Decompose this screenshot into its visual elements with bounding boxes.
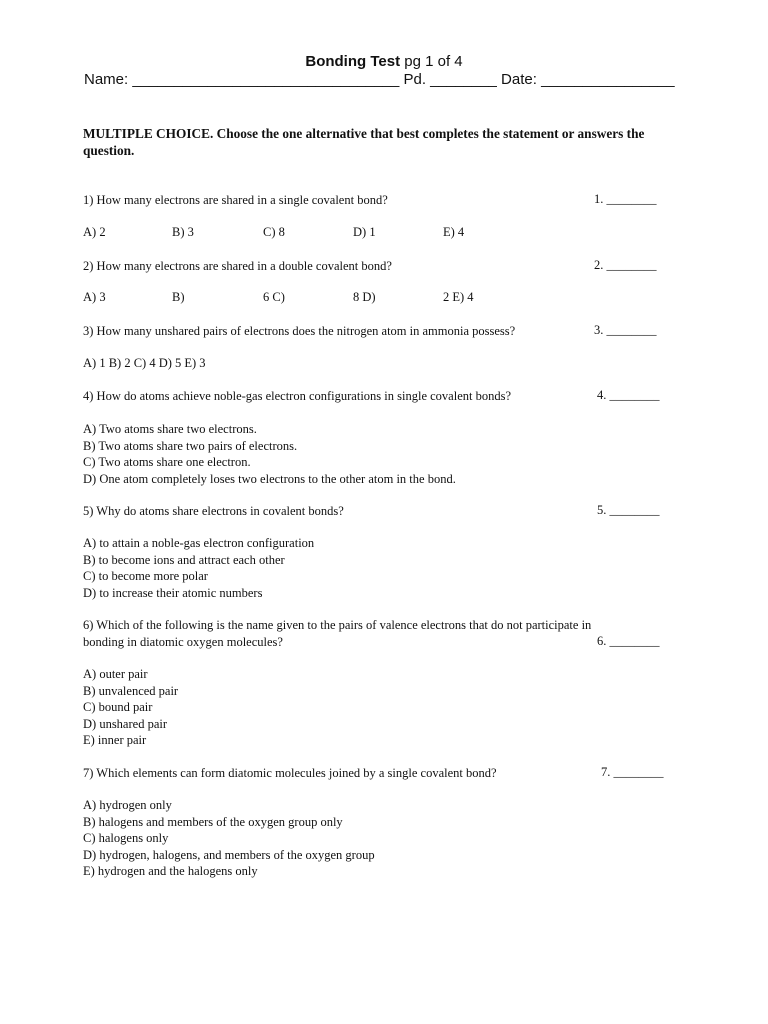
question-5-text: 5) Why do atoms share electrons in covalent bonds? [83, 504, 344, 518]
question-2-text: 2) How many electrons are shared in a double covalent bond? [83, 259, 392, 273]
option-a: A) hydrogen only [83, 798, 172, 812]
option-d: D) hydrogen, halogens, and members of the oxygen group [83, 847, 375, 862]
option-b: B) to become ions and attract each other [83, 552, 285, 567]
title-page-number: pg 1 of 4 [400, 53, 463, 70]
option-e: 2 E) 4 [443, 290, 474, 304]
option-c: C) bound pair [83, 700, 153, 714]
question-7-text: 7) Which elements can form diatomic molecules joined by a single covalent bond? [83, 766, 497, 780]
option-c: C) to become more polar [83, 569, 208, 583]
option-a: A) outer pair [83, 667, 148, 681]
question-3-options: A) 1 B) 2 C) 4 D) 5 E) 3 [83, 356, 206, 370]
option-b: B) [172, 290, 185, 304]
option-d: D) One atom completely loses two electrons to the other atom in the bond. [83, 471, 456, 486]
question-3-answer-blank: 3. ________ [594, 323, 657, 337]
option-d: D) to increase their atomic numbers [83, 585, 263, 600]
title-bold: Bonding Test [305, 53, 401, 70]
question-2-answer-blank: 2. ________ [594, 258, 657, 272]
option-e: E) 4 [443, 225, 465, 239]
question-3-text: 3) How many unshared pairs of electrons does the nitrogen atom in ammonia possess? [83, 324, 516, 338]
question-5-answer-blank: 5. ________ [597, 503, 660, 517]
option-d: D) 1 [353, 225, 376, 239]
question-5-options [83, 535, 314, 601]
question-4-answer-blank: 4. ________ [597, 388, 660, 402]
name-period-date-line: Name: ________________________________ Pd. ________ Date: ________________ [84, 71, 675, 88]
option-e: E) inner pair [83, 733, 147, 747]
option-c: C) halogens only [83, 831, 169, 845]
question-1-answer-blank: 1. ________ [594, 192, 657, 206]
option-e: E) hydrogen and the halogens only [83, 864, 258, 878]
option-c: 6 C) [263, 290, 285, 304]
option-b: B) unvalenced pair [83, 683, 179, 698]
option-b: B) Two atoms share two pairs of electrons. [83, 438, 298, 453]
question-2-options [83, 290, 583, 306]
question-6-text-line-2: bonding in diatomic oxygen molecules? [83, 635, 283, 649]
question-1-text: 1) How many electrons are shared in a single covalent bond? [83, 193, 388, 207]
option-c: C) 8 [263, 225, 285, 239]
question-4-text: 4) How do atoms achieve noble-gas electron configurations in single covalent bonds? [83, 389, 512, 403]
question-6-text-line-1: 6) Which of the following is the name given to the pairs of valence electrons that do not participate in [83, 618, 592, 632]
option-c: C) Two atoms share one electron. [83, 455, 251, 469]
instructions: MULTIPLE CHOICE. Choose the one alternative that best completes the statement or answers the question. [83, 126, 645, 158]
question-1-options [83, 225, 583, 241]
question-4-options [83, 421, 456, 487]
option-a: A) 3 [83, 290, 106, 304]
question-7-answer-blank: 7. ________ [601, 765, 664, 779]
option-a: A) Two atoms share two electrons. [83, 422, 257, 436]
option-d: D) unshared pair [83, 716, 167, 731]
option-a: A) to attain a noble-gas electron configuration [83, 536, 315, 550]
question-6-options [83, 666, 178, 749]
option-b: B) 3 [172, 225, 194, 239]
question-6-answer-blank: 6. ________ [597, 634, 660, 648]
option-a: A) 2 [83, 225, 106, 239]
question-7-options [83, 797, 375, 880]
option-b: B) halogens and members of the oxygen group only [83, 814, 343, 829]
page-title [0, 53, 768, 70]
option-d: 8 D) [353, 290, 376, 304]
